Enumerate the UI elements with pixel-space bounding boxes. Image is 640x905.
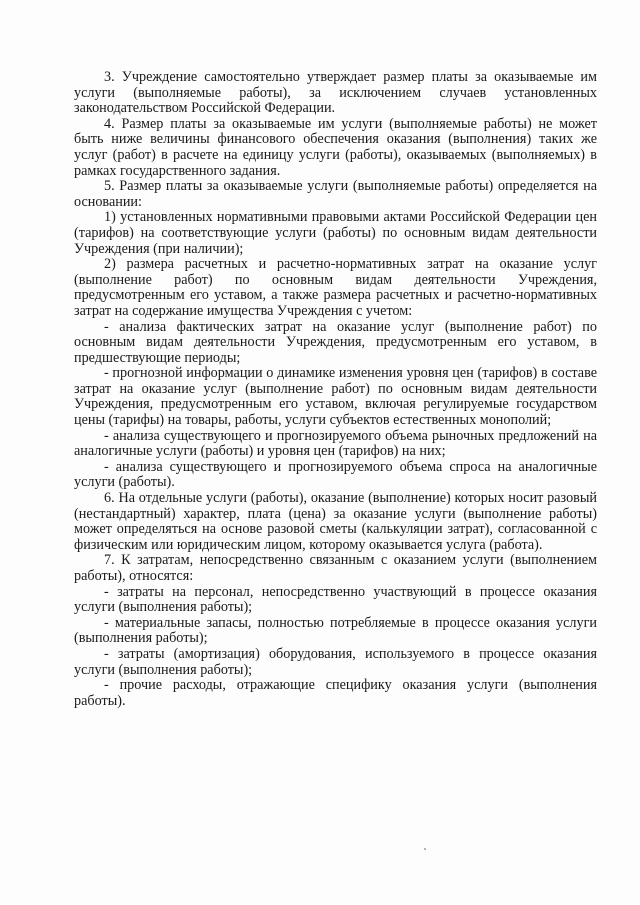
paragraph-7: 7. К затратам, непосредственно связанным с оказанием услуги (выполнением работы), относятся: [74, 552, 597, 584]
bullet-price-forecast: - прогнозной информации о динамике изменения уровня цен (тарифов) в составе затрат на оказание услуг (выполнение работ) по основным видам деятельности Учреждения, предусмотренным его уставом, включая регулируемые государством цены (тарифы) на товары, работы, услуги субъектов естественных монополий; [74, 365, 597, 429]
paragraph-3: 3. Учреждение самостоятельно утверждает размер платы за оказываемые им услуги (выполняемые работы), за исключением случаев установленных законодательством Российской Федерации. [74, 69, 597, 117]
paragraph-4: 4. Размер платы за оказываемые им услуги (выполняемые работы) не может быть ниже величины финансового обеспечения оказания (выполнения) таких же услуг (работ) в расчете на единицу услуги (работы), оказываемых (выполняемых) в рамках государственного задания. [74, 115, 597, 179]
bullet-material-supplies: - материальные запасы, полностью потребляемые в процессе оказания услуги (выполнения работы); [74, 614, 597, 647]
paragraph-5: 5. Размер платы за оказываемые услуги (выполняемые работы) определяется на основании: [74, 178, 597, 210]
paragraph-5-item-2: 2) размера расчетных и расчетно-нормативных затрат на оказание услуг (выполнение работ) по основным видам деятельности Учреждения, предусмотренным его уставом, а также размера расчетных и расчетно-нормативных затрат на содержание имущества Учреждения с учетом: [74, 256, 597, 319]
bullet-other-expenses: - прочие расходы, отражающие специфику оказания услуги (выполнения работы). [74, 677, 597, 709]
bullet-equipment-depreciation: - затраты (амортизация) оборудования, используемого в процессе оказания услуги (выполнения работы); [74, 645, 597, 678]
bullet-demand-analysis: - анализа существующего и прогнозируемого объема спроса на аналогичные услуги (работы). [74, 458, 597, 491]
document-body [74, 70, 597, 709]
scan-speck [424, 848, 426, 850]
bullet-personnel-costs: - затраты на персонал, непосредственно участвующий в процессе оказания услуги (выполнения работы); [74, 583, 597, 616]
paragraph-5-item-1: 1) установленных нормативными правовыми актами Российской Федерации цен (тарифов) на соответствующие услуги (работы) по основным видам деятельности Учреждения (при наличии); [74, 209, 597, 257]
paragraph-6: 6. На отдельные услуги (работы), оказание (выполнение) которых носит разовый (нестандартный) характер, плата (цена) за оказание услуги (выполнение работы) может определяться на основе разовой сметы (калькуляции затрат), согласованной с физическим или юридическим лицом, которому оказывается услуга (работа). [74, 490, 597, 553]
bullet-market-offers: - анализа существующего и прогнозируемого объема рыночных предложений на аналогичные услуги (работы) и уровня цен (тарифов) на них; [74, 427, 597, 460]
bullet-actual-costs: - анализа фактических затрат на оказание услуг (выполнение работ) по основным видам деятельности Учреждения, предусмотренным его уставом, в предшествующие периоды; [74, 318, 597, 366]
